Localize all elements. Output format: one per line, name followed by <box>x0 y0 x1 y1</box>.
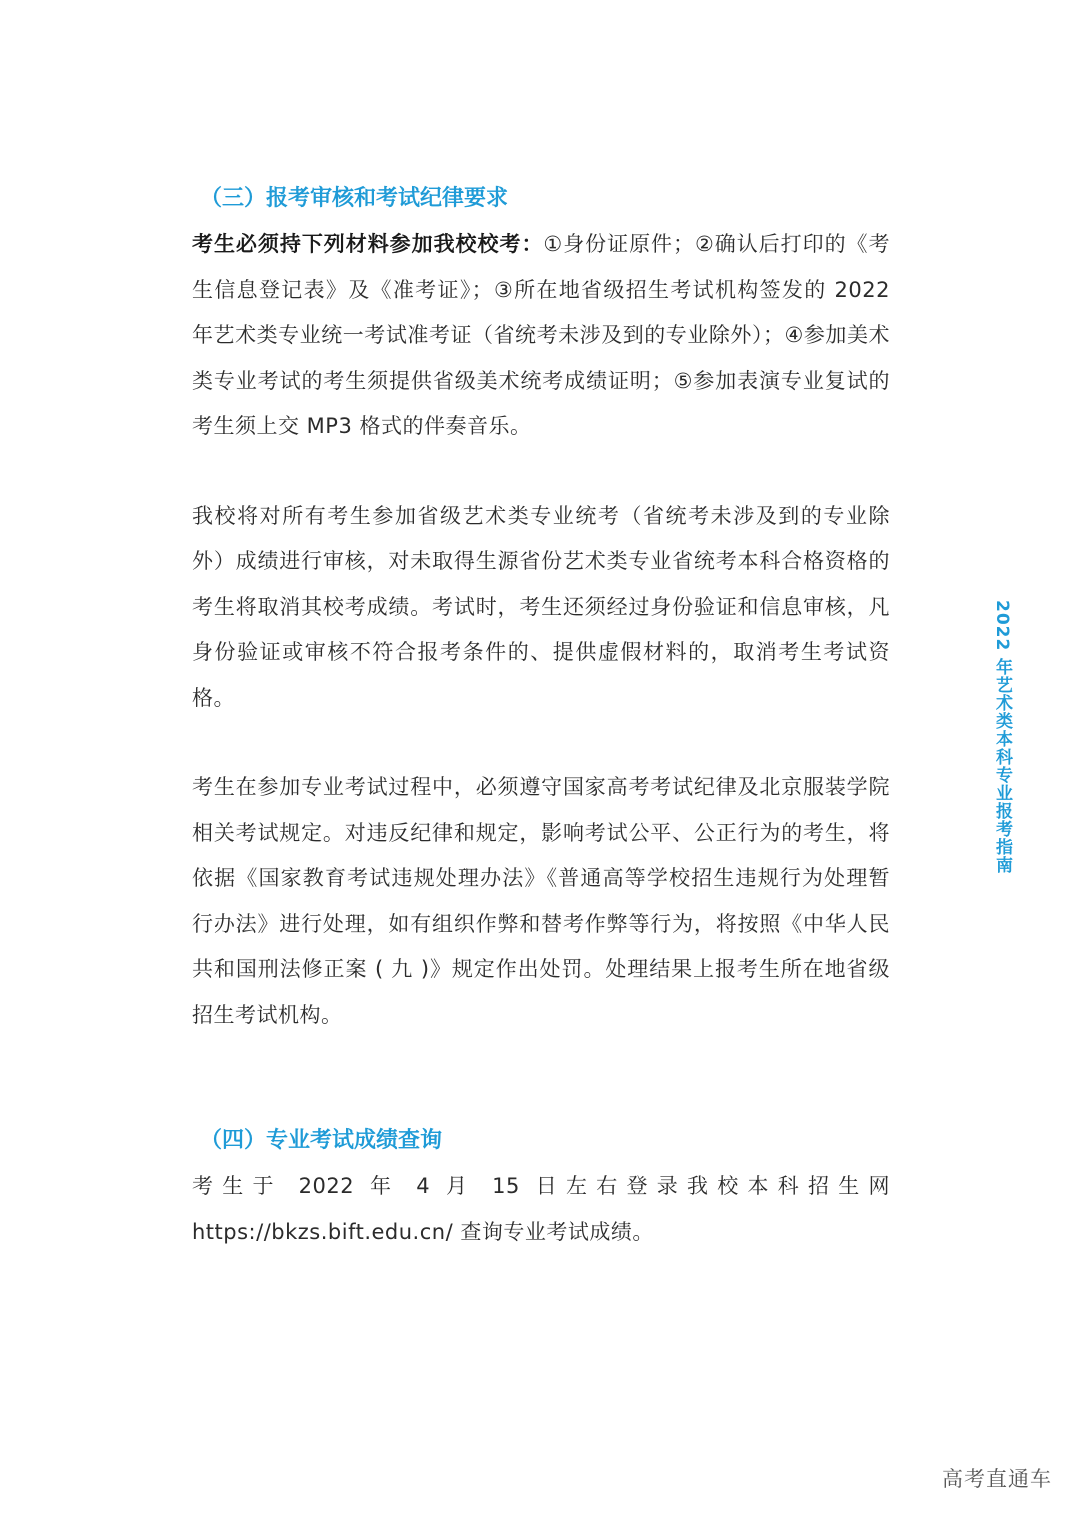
required-materials-lead: 考生必须持下列材料参加我校校考： <box>192 232 544 256</box>
side-banner-guide-title: 2022 年艺术类本科专业报考指南 <box>992 600 1012 875</box>
main-content <box>192 176 890 1255</box>
required-materials-body: ①身份证原件；②确认后打印的《考生信息登记表》及《准考证》；③所在地省级招生考试机构签发的 2022 年艺术类专业统一考试准考证（省统考未涉及到的专业除外）；④参加美术类专业考试的考生须提供省级美术统考成绩证明；⑤参加表演专业复试的考生须上交 MP3 格式的伴奏音乐。 <box>192 232 890 438</box>
paragraph-qualification-review: 我校将对所有考生参加省级艺术类专业统考（省统考未涉及到的专业除外）成绩进行审核，对未取得生源省份艺术类专业省统考本科合格资格的考生将取消其校考成绩。考试时，考生还须经过身份验证和信息审核，凡身份验证或审核不符合报考条件的、提供虚假材料的，取消考生考试资格。 <box>192 503 890 710</box>
paragraph-score-query: 考生于 2022 年 4 月 15 日左右登录我校本科招生网 https://bkzs.bift.edu.cn/ 查询专业考试成绩。 <box>192 1174 890 1244</box>
spacer <box>192 450 890 494</box>
section-heading-exam-review: （三）报考审核和考试纪律要求 <box>200 186 509 211</box>
paragraph-exam-discipline: 考生在参加专业考试过程中，必须遵守国家高考考试纪律及北京服装学院相关考试规定。对违反纪律和规定，影响考试公平、公正行为的考生，将依据《国家教育考试违规处理办法》《普通高等学校招生违规行为处理暂行办法》进行处理，如有组织作弊和替考作弊等行为，将按照《中华人民共和国刑法修正案 ( 九 )》规定作出处罚。处理结果上报考生所在地省级招生考试机构。 <box>192 775 890 1027</box>
spacer <box>192 1038 890 1118</box>
section-heading-score-query: （四）专业考试成绩查询 <box>200 1128 443 1153</box>
watermark-text: 高考直通车 <box>942 1467 1052 1491</box>
spacer <box>192 721 890 765</box>
paragraph-required-materials <box>192 222 890 450</box>
